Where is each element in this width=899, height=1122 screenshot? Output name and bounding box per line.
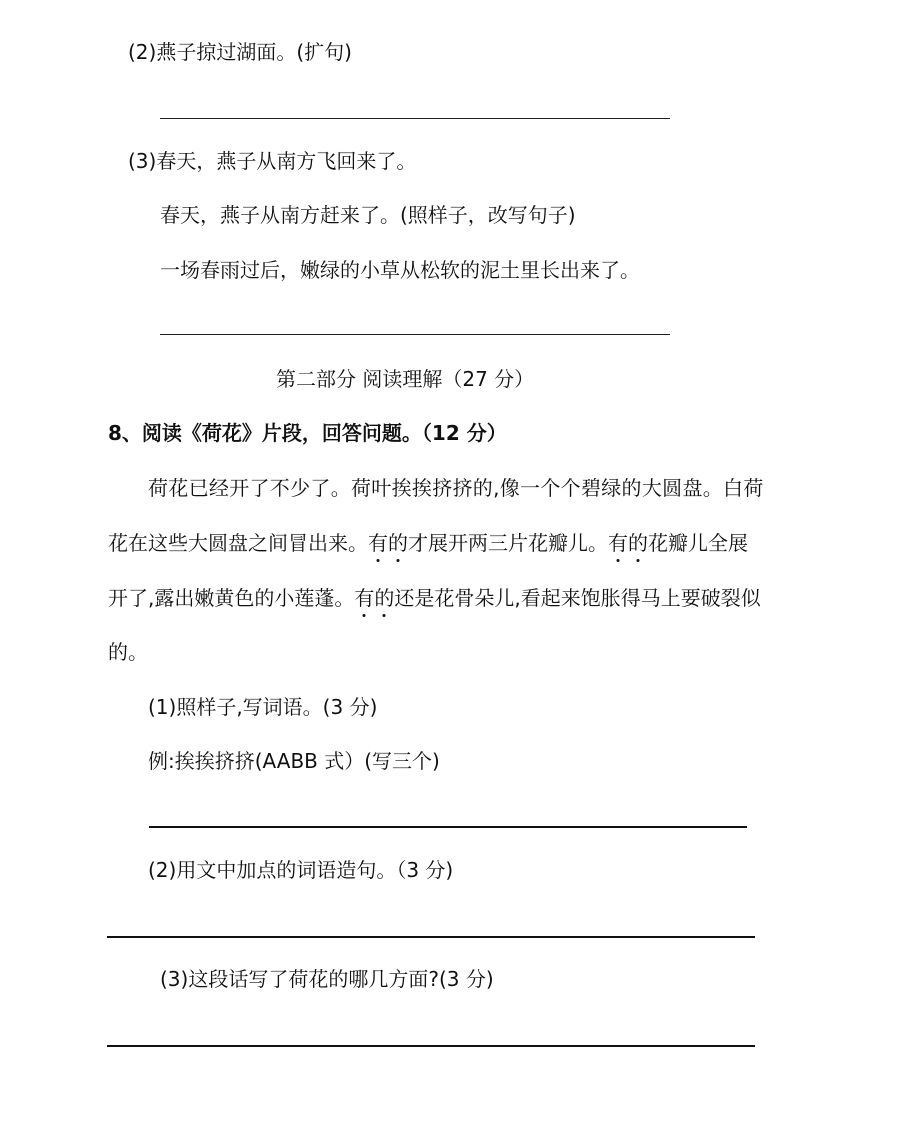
passage-line-2-part-a: 花在这些大圆盘之间冒出来。 bbox=[108, 531, 368, 555]
dotted-word-char: 的 bbox=[628, 531, 648, 555]
question-8-sub1-example: 例:挨挨挤挤(AABB 式）(写三个) bbox=[148, 749, 440, 773]
dotted-word-char: 的 bbox=[374, 586, 395, 610]
question-3-text: (3)春天，燕子从南方飞回来了。 bbox=[128, 149, 417, 173]
answer-line-sub3[interactable] bbox=[107, 1045, 755, 1047]
answer-line-sub2[interactable] bbox=[107, 936, 755, 938]
passage-line-3 bbox=[108, 588, 761, 608]
passage-line-4: 的。 bbox=[108, 640, 148, 664]
dotted-word-char: 的 bbox=[388, 531, 408, 555]
question-8-title: 8、阅读《荷花》片段，回答问题。（12 分） bbox=[108, 421, 507, 445]
answer-line-q3[interactable] bbox=[160, 334, 670, 335]
passage-line-3-part-a: 开了,露出嫩黄色的小莲蓬。 bbox=[108, 586, 355, 610]
dotted-word-char: 有 bbox=[354, 586, 375, 610]
question-8-sub3-title: (3)这段话写了荷花的哪几方面?(3 分) bbox=[160, 967, 494, 991]
question-8-sub2-title: (2)用文中加点的词语造句。（3 分) bbox=[148, 858, 454, 882]
question-8-sub1-title: (1)照样子,写词语。(3 分) bbox=[148, 695, 378, 719]
section-title: 第二部分 阅读理解（27 分） bbox=[276, 367, 535, 391]
passage-line-3-part-b: 还是花骨朵儿,看起来饱胀得马上要破裂似 bbox=[394, 586, 761, 610]
answer-line-q2[interactable] bbox=[160, 118, 670, 119]
dotted-word-char: 有 bbox=[608, 531, 628, 555]
question-3-task: 一场春雨过后，嫩绿的小草从松软的泥土里长出来了。 bbox=[160, 258, 640, 282]
answer-line-sub1[interactable] bbox=[149, 826, 747, 828]
passage-line-2-part-c: 花瓣儿全展 bbox=[648, 531, 748, 555]
passage-line-2 bbox=[108, 533, 748, 553]
question-2-text: (2)燕子掠过湖面。(扩句) bbox=[128, 40, 352, 64]
question-3-example: 春天，燕子从南方赶来了。(照样子，改写句子) bbox=[160, 203, 576, 227]
passage-line-1: 荷花已经开了不少了。荷叶挨挨挤挤的,像一个个碧绿的大圆盘。白荷 bbox=[148, 476, 764, 500]
passage-line-2-part-b: 才展开两三片花瓣儿。 bbox=[408, 531, 608, 555]
dotted-word-char: 有 bbox=[368, 531, 388, 555]
